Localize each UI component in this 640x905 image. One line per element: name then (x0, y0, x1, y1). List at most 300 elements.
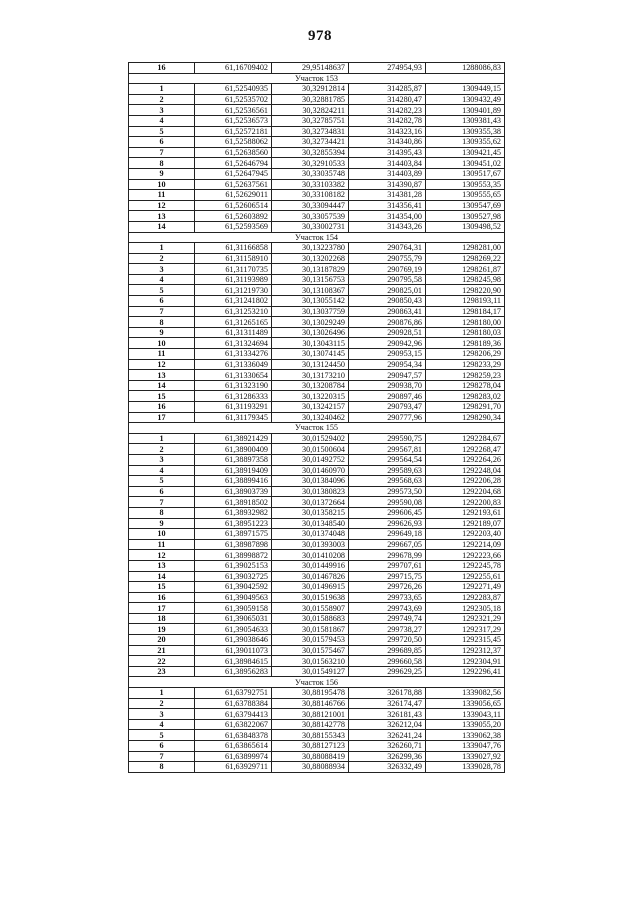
table-row (129, 147, 505, 158)
table-row (129, 296, 505, 307)
y-coordinate-cell: 1292284,67 (426, 433, 505, 444)
longitude-cell: 30,13220315 (272, 391, 349, 402)
latitude-cell: 61,39011073 (195, 645, 272, 656)
longitude-cell: 30,13240462 (272, 412, 349, 423)
point-number-cell: 23 (129, 666, 195, 677)
point-number-cell: 9 (129, 327, 195, 338)
latitude-cell: 61,31170735 (195, 264, 272, 275)
latitude-cell: 61,38918502 (195, 497, 272, 508)
x-coordinate-cell: 314340,86 (349, 137, 426, 148)
latitude-cell: 61,31265165 (195, 317, 272, 328)
y-coordinate-cell: 1298290,34 (426, 412, 505, 423)
point-number-cell: 17 (129, 412, 195, 423)
point-number-cell: 19 (129, 624, 195, 635)
section-header-row (129, 232, 505, 243)
longitude-cell: 30,01529402 (272, 433, 349, 444)
longitude-cell: 30,13029249 (272, 317, 349, 328)
x-coordinate-cell: 326299,36 (349, 751, 426, 762)
table-row (129, 645, 505, 656)
longitude-cell: 30,88155343 (272, 730, 349, 741)
y-coordinate-cell: 1292315,45 (426, 635, 505, 646)
table-row (129, 444, 505, 455)
latitude-cell: 61,39059158 (195, 603, 272, 614)
table-row (129, 486, 505, 497)
y-coordinate-cell: 1298189,36 (426, 338, 505, 349)
point-number-cell: 8 (129, 507, 195, 518)
x-coordinate-cell: 299590,08 (349, 497, 426, 508)
point-number-cell: 16 (129, 592, 195, 603)
point-number-cell: 3 (129, 264, 195, 275)
point-number-cell: 5 (129, 730, 195, 741)
point-number-cell: 4 (129, 719, 195, 730)
y-coordinate-cell: 1339027,92 (426, 751, 505, 762)
x-coordinate-cell: 299567,81 (349, 444, 426, 455)
y-coordinate-cell: 1339028,78 (426, 762, 505, 773)
point-number-cell: 14 (129, 380, 195, 391)
longitude-cell: 30,88195478 (272, 688, 349, 699)
table-row (129, 349, 505, 360)
latitude-cell: 61,39065031 (195, 613, 272, 624)
y-coordinate-cell: 1298259,23 (426, 370, 505, 381)
y-coordinate-cell: 1292268,47 (426, 444, 505, 455)
latitude-cell: 61,38951223 (195, 518, 272, 529)
y-coordinate-cell: 1339055,20 (426, 719, 505, 730)
y-coordinate-cell: 1309432,49 (426, 94, 505, 105)
table-row (129, 285, 505, 296)
latitude-cell: 61,16709402 (195, 63, 272, 74)
y-coordinate-cell: 1298180,03 (426, 327, 505, 338)
latitude-cell: 61,31193291 (195, 402, 272, 413)
latitude-cell: 61,63899974 (195, 751, 272, 762)
latitude-cell: 61,63848378 (195, 730, 272, 741)
x-coordinate-cell: 314403,89 (349, 168, 426, 179)
table-row (129, 454, 505, 465)
y-coordinate-cell: 1292255,61 (426, 571, 505, 582)
y-coordinate-cell: 1339062,38 (426, 730, 505, 741)
latitude-cell: 61,31193989 (195, 274, 272, 285)
longitude-cell: 30,32910533 (272, 158, 349, 169)
table-row (129, 253, 505, 264)
table-row (129, 84, 505, 95)
longitude-cell: 30,33002731 (272, 221, 349, 232)
table-row (129, 306, 505, 317)
table-row (129, 592, 505, 603)
latitude-cell: 61,31311489 (195, 327, 272, 338)
point-number-cell: 5 (129, 285, 195, 296)
latitude-cell: 61,63929711 (195, 762, 272, 773)
longitude-cell: 30,13223780 (272, 243, 349, 254)
x-coordinate-cell: 290938,70 (349, 380, 426, 391)
point-number-cell: 20 (129, 635, 195, 646)
latitude-cell: 61,63792751 (195, 688, 272, 699)
x-coordinate-cell: 299649,18 (349, 529, 426, 540)
x-coordinate-cell: 290755,79 (349, 253, 426, 264)
longitude-cell: 30,13124450 (272, 359, 349, 370)
longitude-cell: 30,13108367 (272, 285, 349, 296)
longitude-cell: 30,13187829 (272, 264, 349, 275)
section-title: Участок 154 (129, 232, 505, 243)
longitude-cell: 30,01588683 (272, 613, 349, 624)
x-coordinate-cell: 314280,47 (349, 94, 426, 105)
longitude-cell: 30,88088934 (272, 762, 349, 773)
table-row (129, 221, 505, 232)
point-number-cell: 3 (129, 709, 195, 720)
y-coordinate-cell: 1309451,02 (426, 158, 505, 169)
table-row (129, 158, 505, 169)
table-row (129, 200, 505, 211)
point-number-cell: 8 (129, 317, 195, 328)
latitude-cell: 61,52606514 (195, 200, 272, 211)
table-row (129, 497, 505, 508)
y-coordinate-cell: 1292248,04 (426, 465, 505, 476)
latitude-cell: 61,52536573 (195, 115, 272, 126)
longitude-cell: 29,95148637 (272, 63, 349, 74)
x-coordinate-cell: 290795,58 (349, 274, 426, 285)
latitude-cell: 61,31219730 (195, 285, 272, 296)
point-number-cell: 16 (129, 63, 195, 74)
y-coordinate-cell: 1292204,68 (426, 486, 505, 497)
y-coordinate-cell: 1298261,87 (426, 264, 505, 275)
x-coordinate-cell: 299568,63 (349, 476, 426, 487)
x-coordinate-cell: 314323,16 (349, 126, 426, 137)
point-number-cell: 7 (129, 147, 195, 158)
point-number-cell: 12 (129, 200, 195, 211)
point-number-cell: 15 (129, 582, 195, 593)
longitude-cell: 30,01449916 (272, 560, 349, 571)
longitude-cell: 30,01558907 (272, 603, 349, 614)
point-number-cell: 21 (129, 645, 195, 656)
table-row (129, 624, 505, 635)
longitude-cell: 30,01549127 (272, 666, 349, 677)
y-coordinate-cell: 1298180,00 (426, 317, 505, 328)
y-coordinate-cell: 1309547,69 (426, 200, 505, 211)
table-row (129, 433, 505, 444)
longitude-cell: 30,01575467 (272, 645, 349, 656)
longitude-cell: 30,01460970 (272, 465, 349, 476)
latitude-cell: 61,52603892 (195, 211, 272, 222)
point-number-cell: 2 (129, 94, 195, 105)
point-number-cell: 14 (129, 221, 195, 232)
section-title: Участок 155 (129, 423, 505, 434)
table-row (129, 359, 505, 370)
y-coordinate-cell: 1339047,76 (426, 741, 505, 752)
x-coordinate-cell: 314390,87 (349, 179, 426, 190)
point-number-cell: 3 (129, 454, 195, 465)
table-row (129, 105, 505, 116)
table-row (129, 529, 505, 540)
x-coordinate-cell: 274954,93 (349, 63, 426, 74)
x-coordinate-cell: 326178,88 (349, 688, 426, 699)
y-coordinate-cell: 1292214,09 (426, 539, 505, 550)
section-header-row (129, 423, 505, 434)
section-title: Участок 153 (129, 73, 505, 84)
x-coordinate-cell: 326174,47 (349, 698, 426, 709)
latitude-cell: 61,52540935 (195, 84, 272, 95)
table-row (129, 560, 505, 571)
longitude-cell: 30,88088419 (272, 751, 349, 762)
x-coordinate-cell: 290954,34 (349, 359, 426, 370)
point-number-cell: 11 (129, 349, 195, 360)
y-coordinate-cell: 1298184,17 (426, 306, 505, 317)
x-coordinate-cell: 299726,26 (349, 582, 426, 593)
x-coordinate-cell: 299749,74 (349, 613, 426, 624)
latitude-cell: 61,52637561 (195, 179, 272, 190)
table-row (129, 666, 505, 677)
x-coordinate-cell: 299667,05 (349, 539, 426, 550)
latitude-cell: 61,63788384 (195, 698, 272, 709)
y-coordinate-cell: 1292304,91 (426, 656, 505, 667)
point-number-cell: 9 (129, 168, 195, 179)
latitude-cell: 61,52535702 (195, 94, 272, 105)
longitude-cell: 30,01563210 (272, 656, 349, 667)
y-coordinate-cell: 1298193,11 (426, 296, 505, 307)
y-coordinate-cell: 1292317,29 (426, 624, 505, 635)
point-number-cell: 17 (129, 603, 195, 614)
longitude-cell: 30,01492752 (272, 454, 349, 465)
x-coordinate-cell: 326260,71 (349, 741, 426, 752)
latitude-cell: 61,52536561 (195, 105, 272, 116)
table-row (129, 211, 505, 222)
point-number-cell: 16 (129, 402, 195, 413)
y-coordinate-cell: 1292189,07 (426, 518, 505, 529)
longitude-cell: 30,01380823 (272, 486, 349, 497)
table-row (129, 688, 505, 699)
point-number-cell: 8 (129, 762, 195, 773)
longitude-cell: 30,01372664 (272, 497, 349, 508)
x-coordinate-cell: 299707,61 (349, 560, 426, 571)
x-coordinate-cell: 290863,41 (349, 306, 426, 317)
x-coordinate-cell: 290764,31 (349, 243, 426, 254)
x-coordinate-cell: 290928,51 (349, 327, 426, 338)
point-number-cell: 9 (129, 518, 195, 529)
latitude-cell: 61,39049563 (195, 592, 272, 603)
table-row (129, 63, 505, 74)
longitude-cell: 30,33103382 (272, 179, 349, 190)
point-number-cell: 2 (129, 444, 195, 455)
table-row (129, 582, 505, 593)
latitude-cell: 61,63865614 (195, 741, 272, 752)
y-coordinate-cell: 1339082,56 (426, 688, 505, 699)
point-number-cell: 6 (129, 486, 195, 497)
x-coordinate-cell: 290953,15 (349, 349, 426, 360)
longitude-cell: 30,13026496 (272, 327, 349, 338)
latitude-cell: 61,38919409 (195, 465, 272, 476)
table-row (129, 635, 505, 646)
latitude-cell: 61,52638560 (195, 147, 272, 158)
page-number: 978 (308, 28, 332, 44)
section-title: Участок 156 (129, 677, 505, 688)
y-coordinate-cell: 1298283,02 (426, 391, 505, 402)
table-row (129, 370, 505, 381)
y-coordinate-cell: 1292321,29 (426, 613, 505, 624)
x-coordinate-cell: 299733,65 (349, 592, 426, 603)
y-coordinate-cell: 1292264,26 (426, 454, 505, 465)
x-coordinate-cell: 326181,43 (349, 709, 426, 720)
longitude-cell: 30,33108182 (272, 190, 349, 201)
point-number-cell: 14 (129, 571, 195, 582)
y-coordinate-cell: 1292193,61 (426, 507, 505, 518)
latitude-cell: 61,52646794 (195, 158, 272, 169)
longitude-cell: 30,32912814 (272, 84, 349, 95)
point-number-cell: 1 (129, 688, 195, 699)
longitude-cell: 30,01500604 (272, 444, 349, 455)
latitude-cell: 61,31324694 (195, 338, 272, 349)
point-number-cell: 2 (129, 698, 195, 709)
longitude-cell: 30,32855394 (272, 147, 349, 158)
latitude-cell: 61,38921429 (195, 433, 272, 444)
x-coordinate-cell: 290897,46 (349, 391, 426, 402)
point-number-cell: 5 (129, 476, 195, 487)
latitude-cell: 61,31334276 (195, 349, 272, 360)
longitude-cell: 30,88142778 (272, 719, 349, 730)
y-coordinate-cell: 1292200,83 (426, 497, 505, 508)
x-coordinate-cell: 299626,93 (349, 518, 426, 529)
latitude-cell: 61,39054633 (195, 624, 272, 635)
x-coordinate-cell: 299590,75 (349, 433, 426, 444)
x-coordinate-cell: 314343,26 (349, 221, 426, 232)
longitude-cell: 30,88121001 (272, 709, 349, 720)
longitude-cell: 30,88127123 (272, 741, 349, 752)
x-coordinate-cell: 314354,00 (349, 211, 426, 222)
y-coordinate-cell: 1298233,29 (426, 359, 505, 370)
table-row (129, 507, 505, 518)
latitude-cell: 61,38971575 (195, 529, 272, 540)
table-row (129, 137, 505, 148)
latitude-cell: 61,38900409 (195, 444, 272, 455)
latitude-cell: 61,52572181 (195, 126, 272, 137)
point-number-cell: 4 (129, 115, 195, 126)
y-coordinate-cell: 1298281,00 (426, 243, 505, 254)
point-number-cell: 11 (129, 539, 195, 550)
x-coordinate-cell: 314282,78 (349, 115, 426, 126)
point-number-cell: 12 (129, 550, 195, 561)
table-row (129, 243, 505, 254)
x-coordinate-cell: 314285,87 (349, 84, 426, 95)
latitude-cell: 61,63822067 (195, 719, 272, 730)
table-row (129, 698, 505, 709)
table-row (129, 571, 505, 582)
longitude-cell: 30,13037759 (272, 306, 349, 317)
y-coordinate-cell: 1298206,29 (426, 349, 505, 360)
longitude-cell: 30,01496915 (272, 582, 349, 593)
latitude-cell: 61,38903739 (195, 486, 272, 497)
table-row (129, 338, 505, 349)
table-row (129, 656, 505, 667)
x-coordinate-cell: 314403,84 (349, 158, 426, 169)
point-number-cell: 6 (129, 296, 195, 307)
point-number-cell: 13 (129, 370, 195, 381)
longitude-cell: 30,01393003 (272, 539, 349, 550)
longitude-cell: 30,13202268 (272, 253, 349, 264)
longitude-cell: 30,13074145 (272, 349, 349, 360)
latitude-cell: 61,38984615 (195, 656, 272, 667)
table-row (129, 603, 505, 614)
section-header-row (129, 677, 505, 688)
table-row (129, 391, 505, 402)
table-row (129, 274, 505, 285)
y-coordinate-cell: 1339043,11 (426, 709, 505, 720)
table-row (129, 709, 505, 720)
table-row (129, 518, 505, 529)
longitude-cell: 30,01384096 (272, 476, 349, 487)
table-row (129, 115, 505, 126)
y-coordinate-cell: 1298278,04 (426, 380, 505, 391)
x-coordinate-cell: 299660,58 (349, 656, 426, 667)
y-coordinate-cell: 1309527,98 (426, 211, 505, 222)
longitude-cell: 30,88146766 (272, 698, 349, 709)
y-coordinate-cell: 1292271,49 (426, 582, 505, 593)
point-number-cell: 6 (129, 137, 195, 148)
table-row (129, 730, 505, 741)
y-coordinate-cell: 1309517,67 (426, 168, 505, 179)
table-row (129, 476, 505, 487)
x-coordinate-cell: 299678,99 (349, 550, 426, 561)
longitude-cell: 30,32785751 (272, 115, 349, 126)
x-coordinate-cell: 326241,24 (349, 730, 426, 741)
latitude-cell: 61,39025153 (195, 560, 272, 571)
latitude-cell: 61,38897358 (195, 454, 272, 465)
table-row (129, 465, 505, 476)
x-coordinate-cell: 314395,43 (349, 147, 426, 158)
latitude-cell: 61,38932982 (195, 507, 272, 518)
latitude-cell: 61,31179345 (195, 412, 272, 423)
x-coordinate-cell: 299720,50 (349, 635, 426, 646)
x-coordinate-cell: 314356,41 (349, 200, 426, 211)
table-row (129, 380, 505, 391)
y-coordinate-cell: 1309401,89 (426, 105, 505, 116)
longitude-cell: 30,01348540 (272, 518, 349, 529)
point-number-cell: 7 (129, 306, 195, 317)
latitude-cell: 61,31336049 (195, 359, 272, 370)
latitude-cell: 61,52593569 (195, 221, 272, 232)
table-row (129, 719, 505, 730)
y-coordinate-cell: 1292312,37 (426, 645, 505, 656)
longitude-cell: 30,32824211 (272, 105, 349, 116)
point-number-cell: 12 (129, 359, 195, 370)
longitude-cell: 30,01358215 (272, 507, 349, 518)
point-number-cell: 8 (129, 158, 195, 169)
x-coordinate-cell: 299715,75 (349, 571, 426, 582)
x-coordinate-cell: 290777,96 (349, 412, 426, 423)
point-number-cell: 10 (129, 529, 195, 540)
table-row (129, 317, 505, 328)
table-body (129, 63, 505, 773)
section-header-row (129, 73, 505, 84)
point-number-cell: 6 (129, 741, 195, 752)
point-number-cell: 5 (129, 126, 195, 137)
table-row (129, 762, 505, 773)
point-number-cell: 10 (129, 338, 195, 349)
table-row (129, 179, 505, 190)
latitude-cell: 61,31330654 (195, 370, 272, 381)
y-coordinate-cell: 1298291,70 (426, 402, 505, 413)
y-coordinate-cell: 1298269,22 (426, 253, 505, 264)
x-coordinate-cell: 299589,63 (349, 465, 426, 476)
x-coordinate-cell: 290769,19 (349, 264, 426, 275)
table-row (129, 402, 505, 413)
table-row (129, 550, 505, 561)
table-row (129, 613, 505, 624)
latitude-cell: 61,52588062 (195, 137, 272, 148)
point-number-cell: 13 (129, 560, 195, 571)
x-coordinate-cell: 290947,57 (349, 370, 426, 381)
y-coordinate-cell: 1292206,28 (426, 476, 505, 487)
latitude-cell: 61,31286333 (195, 391, 272, 402)
latitude-cell: 61,31323190 (195, 380, 272, 391)
x-coordinate-cell: 299689,85 (349, 645, 426, 656)
latitude-cell: 61,52647945 (195, 168, 272, 179)
table-row (129, 412, 505, 423)
